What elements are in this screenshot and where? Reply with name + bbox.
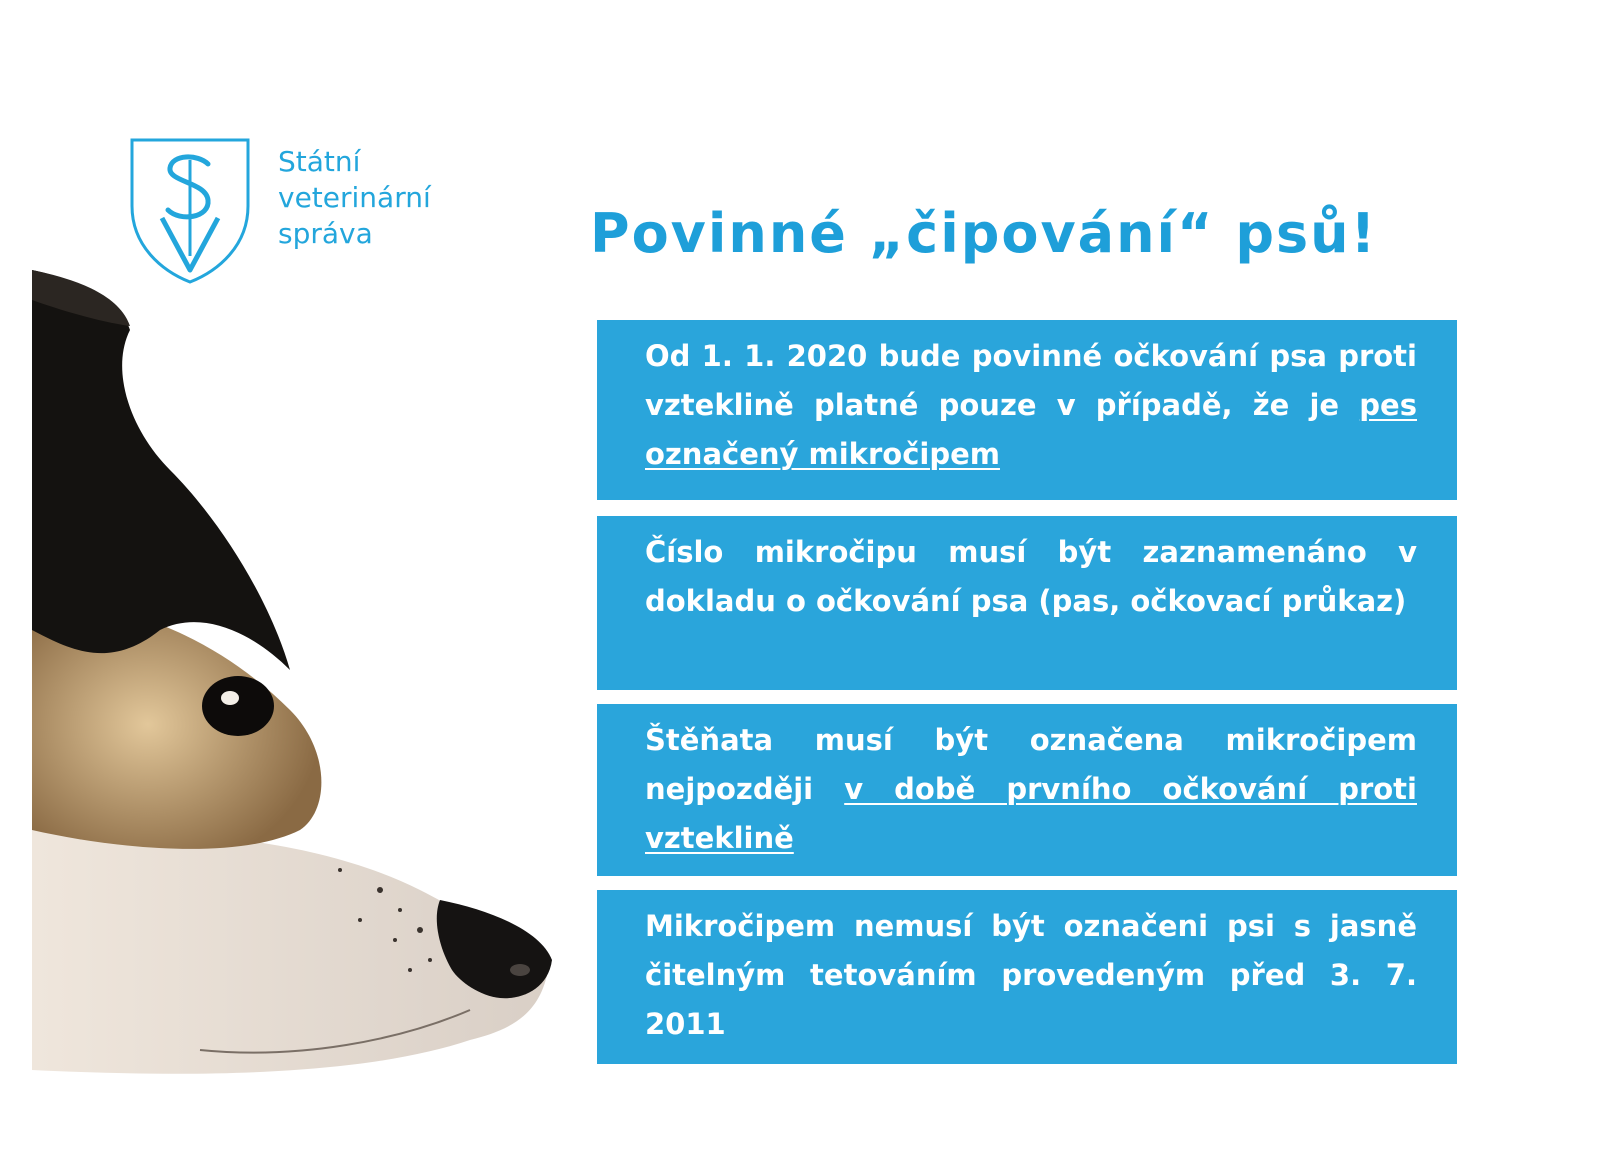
info-box-2-text: Číslo mikročipu musí být zaznamenáno v dokladu o očkování psa (pas, očkovací průkaz): [645, 535, 1417, 618]
org-name: [278, 144, 431, 252]
info-box-3-text: Štěňata musí být označena mikročipem nejpozději: [645, 723, 1417, 806]
org-name-line-2: veterinární: [278, 181, 431, 214]
org-name-line-1: Státní: [278, 145, 361, 178]
info-box-4: [597, 890, 1457, 1064]
info-box-4-text: Mikročipem nemusí být označeni psi s jasně čitelným tetováním provedeným před 3. 7. 2011: [645, 909, 1417, 1041]
svs-shield-logo-icon: [128, 136, 252, 286]
org-name-line-3: správa: [278, 217, 373, 250]
info-box-1-text: Od 1. 1. 2020 bude povinné očkování psa proti vzteklině platné pouze v případě, že je: [645, 339, 1417, 422]
dog-head-profile-image: [0, 270, 570, 1090]
info-box-2: [597, 516, 1457, 690]
page-title: Povinné „čipování“ psů!: [590, 202, 1378, 265]
info-box-1: [597, 320, 1457, 500]
info-box-3-underlined: v době prvního očkování proti vzteklině: [645, 772, 1417, 855]
org-logo: [128, 136, 508, 286]
info-box-3: [597, 704, 1457, 876]
info-box-1-underlined: pes označený mikročipem: [645, 388, 1417, 471]
